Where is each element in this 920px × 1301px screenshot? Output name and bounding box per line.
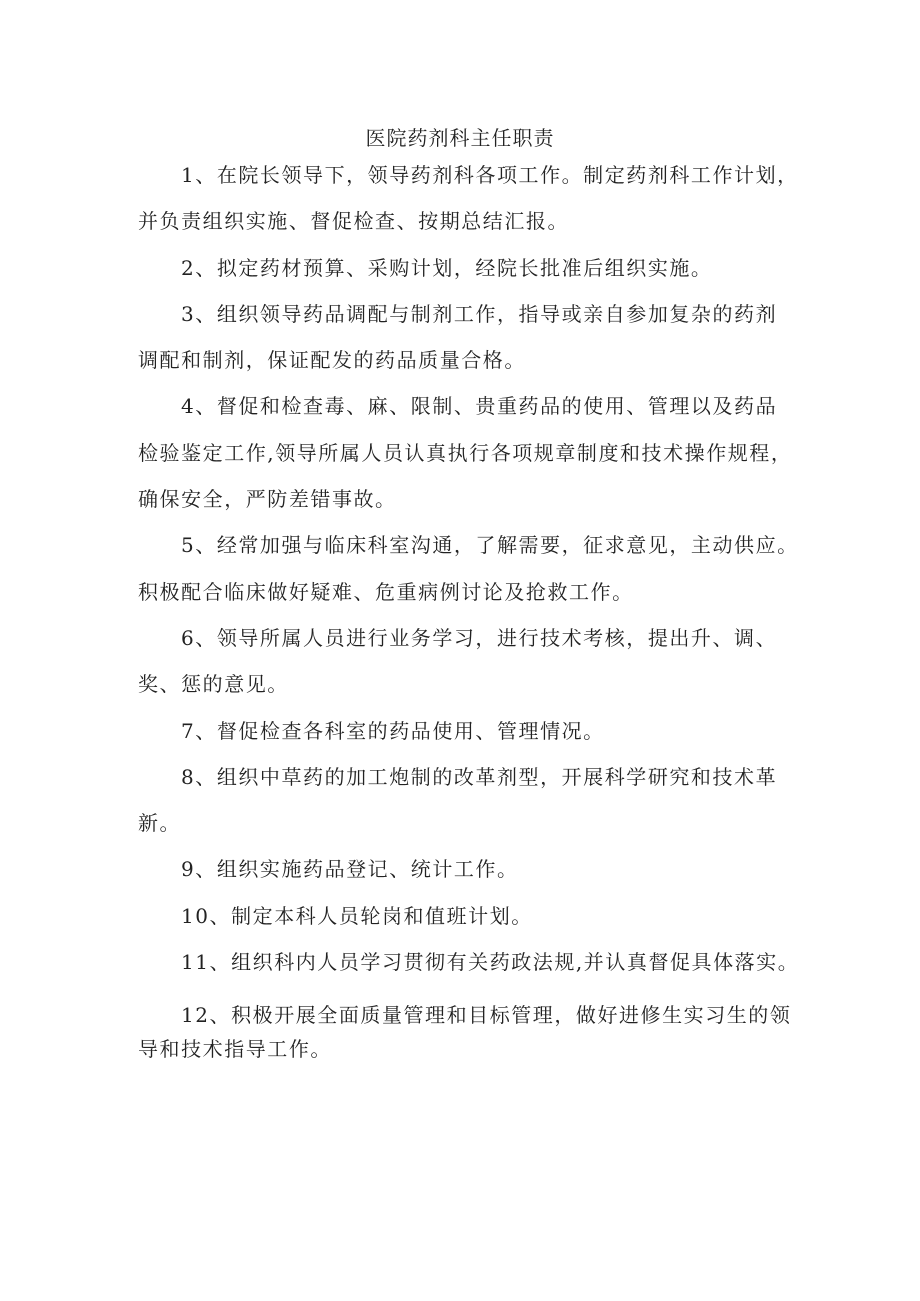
document-body [138, 152, 798, 1066]
duty-item-4 [138, 383, 798, 522]
duty-item-7 [138, 708, 798, 754]
duty-text-line: 导和技术指导工作。 [138, 1037, 332, 1062]
duty-text-line: 8、组织中草药的加工炮制的改革剂型，开展科学研究和技术革 [181, 764, 778, 789]
duty-item-6 [138, 615, 798, 708]
duty-text-line: 12、积极开展全面质量管理和目标管理，做好进修生实习生的领 [181, 1003, 792, 1028]
duty-item-9 [138, 846, 798, 892]
duty-text-line: 11、组织科内人员学习贯彻有关药政法规,并认真督促具体落实。 [181, 950, 800, 975]
duty-item-2 [138, 245, 798, 291]
duty-item-5 [138, 522, 798, 615]
duty-text-line: 6、领导所属人员进行业务学习，进行技术考核，提出升、调、 [181, 625, 778, 650]
duty-text-line: 奖、惩的意见。 [138, 672, 289, 697]
duty-text-line: 新。 [138, 811, 182, 836]
duty-text-line: 检验鉴定工作,领导所属人员认真执行各项规章制度和技术操作规程， [138, 440, 793, 465]
duty-text-line: 1、在院长领导下，领导药剂科各项工作。制定药剂科工作计划， [181, 163, 799, 187]
duty-item-12 [138, 998, 798, 1066]
duty-text-line: 5、经常加强与临床科室沟通，了解需要，征求意见，主动供应。 [181, 533, 799, 558]
duty-item-1 [138, 152, 798, 245]
duty-text-line: 2、拟定药材预算、采购计划，经院长批准后组织实施。 [181, 255, 713, 280]
duty-text-line: 确保安全，严防差错事故。 [138, 487, 397, 512]
duty-item-3 [138, 291, 798, 384]
duty-text-line: 7、督促检查各科室的药品使用、管理情况。 [181, 718, 605, 743]
duty-text-line: 积极配合临床做好疑难、危重病例讨论及抢救工作。 [138, 579, 634, 604]
duty-text-line: 9、组织实施药品登记、统计工作。 [181, 857, 519, 882]
duty-text-line: 并负责组织实施、督促检查、按期总结汇报。 [138, 209, 569, 234]
duty-item-10 [138, 893, 798, 939]
duty-text-line: 调配和制剂，保证配发的药品质量合格。 [138, 348, 526, 373]
document-title: 医院药剂科主任职责 [365, 126, 555, 150]
duty-item-8 [138, 754, 798, 847]
duty-text-line: 10、制定本科人员轮岗和值班计划。 [181, 903, 533, 928]
duty-item-11 [138, 939, 798, 985]
duty-text-line: 4、督促和检查毒、麻、限制、贵重药品的使用、管理以及药品 [181, 394, 778, 419]
duty-text-line: 3、组织领导药品调配与制剂工作，指导或亲自参加复杂的药剂 [181, 301, 778, 326]
